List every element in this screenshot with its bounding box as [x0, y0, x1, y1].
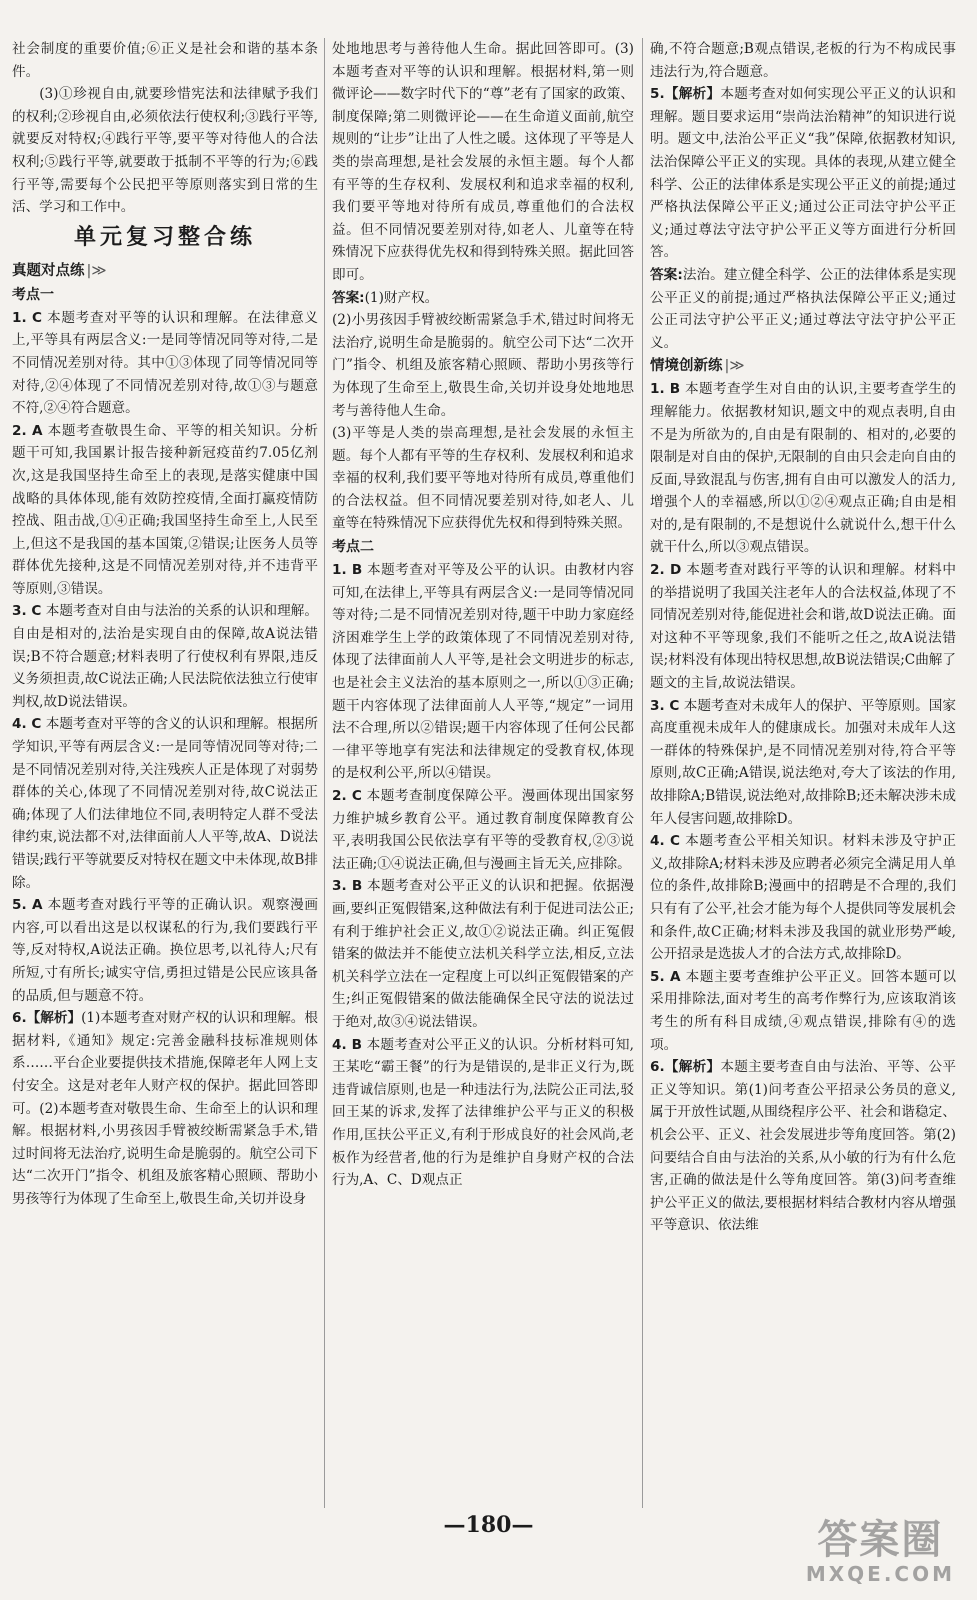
answer-text: 本题考查敬畏生命、平等的相关知识。分析题干可知,我国累计报告接种新冠疫苗约7.05亿剂次,这是我国坚持生命至上的表现,是落实健康中国战略的具体体现,能有效防控疫情,全面打赢疫情防控战、阻击战,①④正确;我国坚持生命至上,人民至上,但这不是我国的基本国策,②错误;让医务人员等群体优先接种,这是不同情况差别对待,并不违背平等原则,③错误。 [12, 422, 318, 597]
answer-label: 答案: [332, 289, 365, 306]
answer-item [12, 894, 318, 1007]
answer-number: 4. C [650, 833, 681, 850]
site-watermark [806, 1518, 955, 1586]
answer-item [332, 1034, 634, 1192]
answer-number: 3. C [650, 697, 680, 714]
answer-number: 2. C [332, 788, 362, 804]
answer-item [12, 307, 318, 420]
double-chevron-icon: |≫ [86, 262, 107, 279]
column-divider [324, 38, 325, 1508]
answer-text: 本题考查对践行平等的正确认识。观察漫画内容,可以看出这是以权谋私的行为,我们要践行平等,反对特权,A说法正确。换位思考,以礼待人;尺有所短,寸有所长;诚实守信,勇担过错是公民应该具备的品质,但与题意不符。 [12, 897, 318, 1004]
answer-text: (1)财产权。 [364, 289, 439, 306]
analysis-continuation: 处地地思考与善待他人生命。据此回答即可。(3)本题考查对平等的认识和理解。根据材料,第一则微评论——数字时代下的“尊”老有了国家的政策、制度保障;第二则微评论——在生命道义面前,航空规则的“让步”让出了人性之暖。这体现了平等是人类的崇高理想,是社会发展的永恒主题。每个人都有平等的生存权利、发展权利和追求幸福的权利,我们要平等地对待所有成员,尊重他们的合法权益。但不同情况要差别对待,如老人、儿童等在特殊情况下应获得优先权和得到特殊关照。据此回答即可。 [332, 41, 634, 283]
answer-item [12, 600, 318, 713]
answer-text: 本题考查对践行平等的认识和理解。材料中的举措说明了我国关注老年人的合法权益,体现了不同情况差别对待,能促进社会和谐,故D说法正确。面对这种不平等现象,我们不能听之任之,故A说法错误;材料没有体现出特权思想,故B说法错误;C曲解了题文的主旨,故说法错误。 [650, 562, 956, 692]
answer-item [650, 559, 956, 695]
answer-number: 4. B [332, 1036, 362, 1053]
section-label: 情境创新练 [650, 358, 723, 375]
answer-text: 本题主要考查自由与法治、平等、公平正义等知识。第(1)问考查公平招录公务员的意义,属于开放性试题,从围绕程序公平、社会和谐稳定、机会公平、正义、社会发展进步等角度回答。第(2)问要结合自由与法治的关系,从小敏的行为有什么危害,正确的做法是什么等角度回答。第(3)问考查维护公平正义的做法,要根据材料结合教材内容从增强平等意识、依法维 [650, 1059, 956, 1234]
intro-paragraph: (3)①珍视自由,就要珍惜宪法和法律赋予我们的权利;②珍视自由,必须依法行使权利;③践行平等,就要反对特权;④践行平等,要平等对待他人的合法权利;⑤践行平等,就要敢于抵制不平等的行为;⑥践行平等,需要每个公民把平等原则落实到日常的生活、学习和工作中。 [12, 86, 318, 216]
answer-text: 本题主要考查维护公平正义。回答本题可以采用排除法,面对考生的高考作弊行为,应该取消该考生的所有科目成绩,④观点错误,排除有④的选项。 [650, 968, 956, 1053]
column-left [12, 38, 318, 1508]
watermark-logo: 答案圈 [817, 1517, 944, 1563]
answer-text: (2)小男孩因手臂被绞断需紧急手术,错过时间将无法治疗,说明生命是脆弱的。航空公司下达“二次开门”指令、机组及旅客精心照顾、帮助小男孩等行为体现了生命至上,敬畏生命,关切并设身处地地思考与善待他人生命。 [332, 312, 634, 419]
kaodian-heading-2: 考点二 [332, 539, 374, 556]
answer-item [650, 966, 956, 1056]
page-number: —180— [443, 1512, 534, 1538]
column-middle [332, 38, 634, 1508]
section-heading-zhenti [12, 259, 318, 283]
answer-item [332, 785, 634, 875]
answer-number: 3. C [12, 603, 42, 620]
answer-item [650, 1056, 956, 1237]
answer-text: 本题考查对平等的含义的认识和理解。根据所学知识,平等有两层含义:一是同等情况同等对待;二是不同情况差别对待,关注残疾人正是体现了对弱势群体的关心,体现了不同情况差别对待,故C说法正确;体现了人们法律地位不同,表明特定人群不受法律约束,说法都不对,法律面前人人平等,故A、D说法错误;践行平等就要反对特权在题文中未体现,故B排除。 [12, 716, 318, 891]
answer-number: 5.【解析】 [650, 86, 721, 103]
answer-text: 本题考查学生对自由的认识,主要考查学生的理解能力。依据教材知识,题文中的观点表明,自由不是为所欲为的,自由是有限制的、相对的,必要的限制是对自由的保护,无限制的自由只会走向自由的反面,导致混乱与伤害,拥有自由可以激发人的活力,增强个人的幸福感,所以①②④观点正确;自由是相对的,是有限制的,不是想说什么就说什么,想干什么就干什么,所以③观点错误。 [650, 381, 956, 556]
answer-number: 2. A [12, 422, 43, 439]
answer-number: 1. C [12, 309, 43, 326]
answer-text: 本题考查对平等及公平的认识。由教材内容可知,在法律上,平等具有两层含义:一是同等情况同等对待;二是不同情况差别对待,题干中助力家庭经济困难学生上学的政策体现了不同情况差别对待,体现了法律面前人人平等,是社会文明进步的标志,也是社会主义法治的基本原则之一,所以①③正确;题干内容体现了法律面前人人平等,“规定”一词用法不合理,所以②错误;题干内容体现了任何公民都一律平等地享有宪法和法律规定的受教育权,体现的是权利公平,所以④错误。 [332, 562, 634, 782]
answer-number: 4. C [12, 716, 42, 733]
answer-item [650, 695, 956, 831]
answer-number: 2. D [650, 562, 682, 579]
answer-number: 1. B [650, 381, 681, 398]
answer-number: 5. A [12, 897, 43, 914]
answer-item [332, 559, 634, 785]
answer-text: 本题考查对未成年人的保护、平等原则。国家高度重视未成年人的健康成长。加强对未成年人这一群体的特殊保护,是不同情况差别对待,符合平等原则,故C正确;A错误,说法绝对,夸大了该法的作用,故排除A;B错误,说法绝对,故排除B;还未解决涉未成年人侵害问题,故排除D。 [650, 697, 956, 827]
intro-paragraph: 社会制度的重要价值;⑥正义是社会和谐的基本条件。 [12, 41, 318, 80]
answer-text: 本题考查对公平正义的认识和把握。依据漫画,要纠正冤假错案,这种做法有利于促进司法公正;有利于维护社会正义,故①②说法正确。纠正冤假错案的做法并不能使立法机关科学立法,相反,立法机关科学立法在一定程度上可以纠正冤假错案的产生;纠正冤假错案的做法能确保全民守法的说法过于绝对,故③④说法错误。 [332, 878, 634, 1030]
column-right [650, 38, 956, 1508]
watermark-url: MXQE.COM [805, 1562, 955, 1586]
answer-text: 本题考查对如何实现公平正义的认识和理解。题目要求运用“崇尚法治精神”的知识进行说明。题文中,法治公平正义“我”保障,依据教材知识,法治保障公平正义的实现。具体的表现,从建立健全科学、公正的法律体系是实现公平正义的前提;通过严格执法保障公平正义;通过公正司法守护公平正义;通过尊法守法守护公平正义等方面进行分析回答。 [650, 86, 956, 261]
column-divider [642, 38, 643, 1508]
answer-text: (1)本题考查对财产权的认识和理解。根据材料,《通知》规定:完善金融科技标准规则体系……平台企业要提供技术措施,保障老年人网上支付安全。这是对老年人财产权的保护。据此回答即可。(2)本题考查对敬畏生命、生命至上的认识和理解。根据材料,小男孩因手臂被绞断需紧急手术,错过时间将无法治疗,说明生命是脆弱的。航空公司下达“二次开门”指令、机组及旅客精心照顾、帮助小男孩等行为体现了生命至上,敬畏生命,关切并设身 [12, 1010, 318, 1207]
answer-item [12, 1007, 318, 1210]
answer-number: 1. B [332, 562, 363, 579]
answer-text: 本题考查对自由与法治的关系的认识和理解。自由是相对的,法治是实现自由的保障,故A说法错误;B不符合题意;材料表明了行使权利有界限,违反义务须担责,故C说法正确;人民法院依法独立行使审判权,故D说法错误。 [12, 603, 318, 710]
answer-block [650, 264, 956, 354]
answer-number: 5. A [650, 968, 681, 985]
answer-number: 3. B [332, 878, 363, 895]
answer-text: 法治。建立健全科学、公正的法律体系是实现公平正义的前提;通过严格执法保障公平正义;通过公正司法守护公平正义;通过尊法守法守护公平正义。 [650, 266, 956, 351]
answer-text: 本题考查公平相关知识。材料未涉及守护正义,故排除A;材料未涉及应聘者必须完全满足用人单位的条件,故排除B;漫画中的招聘是不合理的,我们只有有了公平,社会才能为每个人提供同等发展机会和条件,故C正确;材料未涉及我国的就业形势严峻,公开招录是选拔人才的合法方式,故排除D。 [650, 833, 956, 963]
kaodian-heading-1: 考点一 [12, 286, 54, 303]
double-chevron-icon: |≫ [724, 358, 745, 375]
answer-item [650, 83, 956, 264]
answer-item [12, 420, 318, 601]
answer-number: 6.【解析】 [650, 1059, 721, 1076]
unit-review-title: 单元复习整合练 [73, 224, 256, 250]
answer-item [650, 378, 956, 559]
answer-item [332, 875, 634, 1033]
section-heading-qingjing [650, 354, 956, 378]
answer-label: 答案: [650, 266, 683, 283]
answer-item [12, 713, 318, 894]
answer-text: 本题考查制度保障公平。漫画体现出国家努力维护城乡教育公平。通过教育制度保障教育公平,表明我国公民依法享有平等的受教育权,②③说法正确;①④说法正确,但与漫画主旨无关,应排除。 [332, 788, 634, 872]
answer-block [332, 287, 634, 310]
answer-text: (3)平等是人类的崇高理想,是社会发展的永恒主题。每个人都有平等的生存权利、发展权利和追求幸福的权利,我们要平等地对待所有成员,尊重他们的合法权益。但不同情况要差别对待,如老人、儿童等在特殊情况下应获得优先权和得到特殊关照。 [332, 425, 634, 532]
analysis-continuation: 确,不符合题意;B观点错误,老板的行为不构成民事违法行为,符合题意。 [650, 41, 956, 80]
section-label: 真题对点练 [12, 262, 85, 279]
answer-text: 本题考查对公平正义的认识。分析材料可知,王某吃“霸王餐”的行为是错误的,是非正义行为,既违背诚信原则,也是一种违法行为,法院公正司法,驳回王某的诉求,发挥了法律维护公平与正义的积极作用,匡扶公平正义,有利于形成良好的社会风尚,老板作为经营者,他的行为是维护自身财产权的合法行为,A、C、D观点正 [332, 1036, 634, 1189]
answer-text: 本题考查对平等的认识和理解。在法律意义上,平等具有两层含义:一是同等情况同等对待,二是不同情况差别对待。其中①③体现了同等情况同等对待,②④体现了不同情况差别对待,故①③与题意不符,②④符合题意。 [12, 309, 318, 417]
answer-item [650, 830, 956, 966]
answer-number: 6.【解析】 [12, 1010, 82, 1027]
